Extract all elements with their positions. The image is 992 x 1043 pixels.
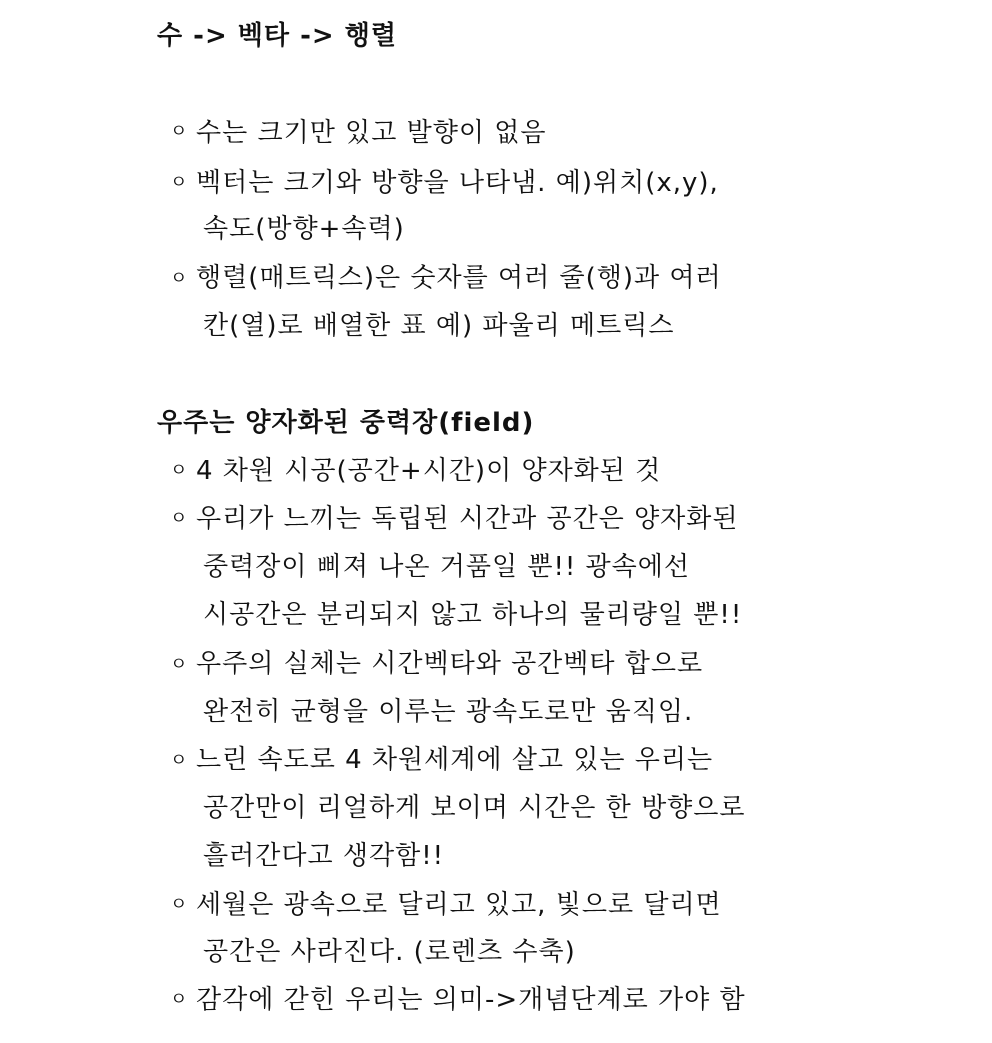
bullet-marker: ㅇ (170, 460, 188, 481)
bullet-marker: ㅇ (170, 989, 188, 1010)
bullet-text-independent-time-cont2: 시공간은 분리되지 않고 하나의 물리량일 뿐!! (203, 600, 743, 630)
bullet-marker: ㅇ (170, 268, 188, 289)
bullet-text-universe-substance-cont: 완전히 균형을 이루는 광속도로만 움직임. (203, 697, 694, 727)
bullet-marker: ㅇ (170, 750, 188, 771)
bullet-text-independent-time-cont1: 중력장이 삐져 나온 거품일 뿐!! 광속에선 (203, 552, 691, 582)
bullet-text-vector: 벡터는 크기와 방향을 나타냄. 예)위치(x,y), (196, 168, 719, 198)
bullet-text-matrix: 행렬(매트릭스)은 숫자를 여러 줄(행)과 여러 (196, 263, 722, 293)
bullet-marker: ㅇ (170, 894, 188, 915)
bullet-text-lightspeed-cont: 공간은 사라진다. (로렌츠 수축) (203, 937, 576, 967)
bullet-text-independent-time: 우리가 느끼는 독립된 시간과 공간은 양자화된 (196, 504, 739, 534)
bullet-text-scalar: 수는 크기만 있고 발향이 없음 (196, 118, 547, 148)
bullet-marker: ㅇ (170, 121, 188, 142)
bullet-text-lightspeed: 세월은 광속으로 달리고 있고, 빛으로 달리면 (196, 890, 722, 920)
bullet-marker: ㅇ (170, 172, 188, 193)
bullet-marker: ㅇ (170, 654, 188, 675)
bullet-text-matrix-cont: 칸(열)로 배열한 표 예) 파울리 메트릭스 (203, 311, 675, 341)
bullet-marker: ㅇ (170, 508, 188, 529)
bullet-text-universe-substance: 우주의 실체는 시간벡타와 공간벡타 합으로 (196, 649, 704, 679)
bullet-text-slow-speed-cont1: 공간만이 리얼하게 보이며 시간은 한 방향으로 (203, 793, 746, 823)
bullet-text-slow-speed: 느린 속도로 4 차원세계에 살고 있는 우리는 (196, 745, 714, 775)
bullet-text-spacetime: 4 차원 시공(공간+시간)이 양자화된 것 (196, 456, 662, 486)
bullet-text-vector-cont: 속도(방향+속력) (203, 214, 405, 244)
bullet-text-senses: 감각에 갇힌 우리는 의미->개념단계로 가야 함 (196, 985, 746, 1015)
heading-scalar-vector-matrix: 수 -> 벡타 -> 행렬 (157, 21, 397, 51)
heading-quantized-gravity-field: 우주는 양자화된 중력장(field) (157, 408, 535, 438)
bullet-text-slow-speed-cont2: 흘러간다고 생각함!! (203, 841, 445, 871)
